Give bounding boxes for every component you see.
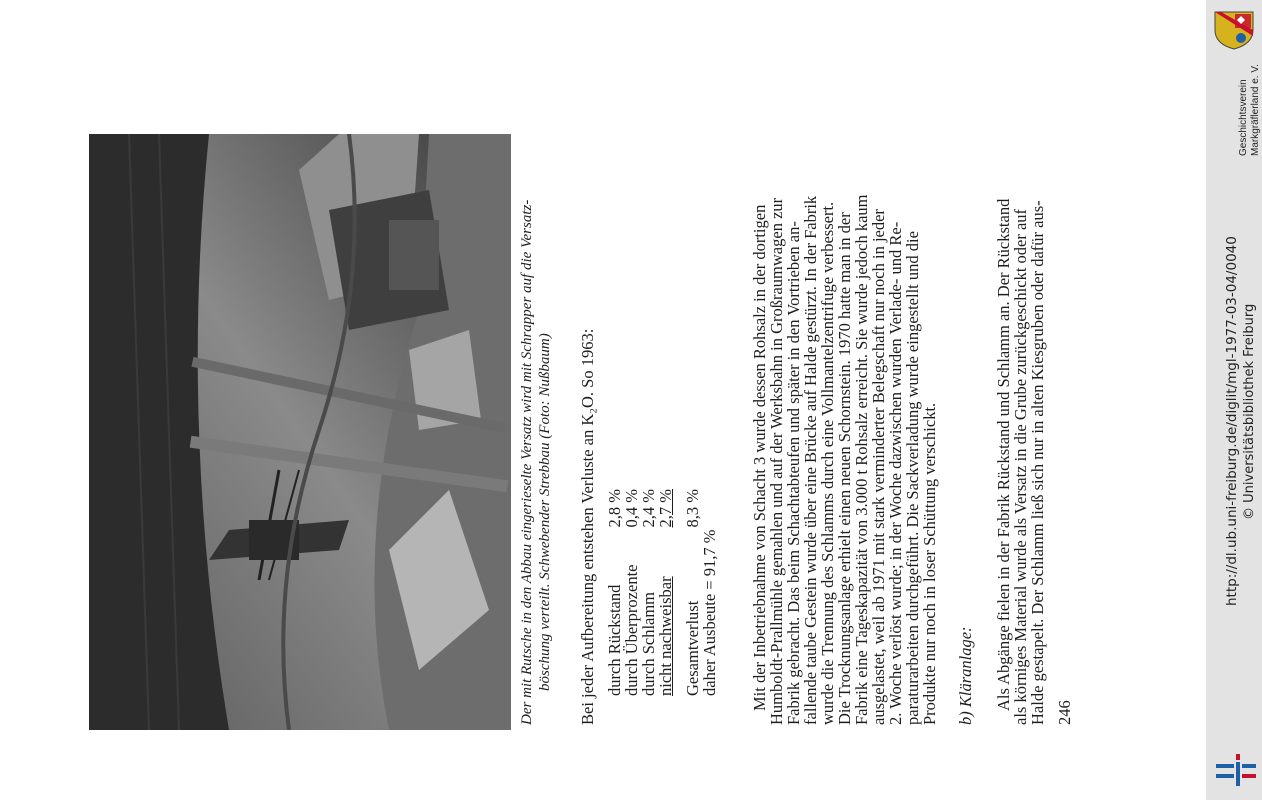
paragraph-line: paraturarbeiten durchgeführt. Die Sackverladung wurde eingestellt und die — [903, 231, 922, 725]
paragraph-line: ausgelastet, weil ab 1971 mit stark verminderter Belegschaft nur noch in jeder — [869, 209, 888, 725]
paragraph-line: Fabrik gebracht. Das beim Schachtabteufen und später in den Vortrieben an- — [784, 221, 803, 725]
loss-label: durch Überprozente — [622, 564, 641, 696]
loss-value: 2,7 % — [656, 489, 675, 528]
copyright-notice: © Universitätsbibliothek Freiburg — [1242, 303, 1257, 520]
paragraph-line: Die Trocknungsanlage erhielt einen neuen Schornstein. 1970 hatte man in der — [835, 212, 854, 725]
society-name-line2: Markgräflerland e. V. — [1250, 64, 1261, 156]
mine-photograph — [89, 134, 511, 730]
paragraph-line: Halde gestapelt. Der Schlamm ließ sich nur in alten Kiesgruben oder dafür aus- — [1028, 200, 1047, 725]
paragraph-line: Produkte nur noch in loser Schüttung verschickt. — [920, 402, 939, 725]
total-loss-value: 8,3 % — [683, 489, 702, 528]
book-page — [89, 105, 1079, 725]
yield-line: daher Ausbeute = 91,7 % — [700, 529, 719, 696]
section-heading: b) Kläranlage: — [956, 626, 975, 725]
coat-of-arms-logo — [1211, 10, 1257, 50]
photo-caption-line1: Der mit Rutsche in den Abbau eingerieselte Versatz wird mit Schrapper auf die Versatz- — [519, 199, 535, 725]
photo-caption-line2: böschung verteilt. Schwebender Strebbau (Foto: Nußbaum) — [537, 333, 553, 691]
paragraph-line: Fabrik eine Tageskapazität von 3.000 t Rohsalz erreicht. Sie wurde jedoch kaum — [852, 194, 871, 725]
loss-label: durch Schlamm — [639, 591, 658, 696]
page-number: 246 — [1055, 700, 1074, 725]
paragraph-line: 2. Woche verlöst wurde; in der Woche dazwischen wurden Verlade- und Re- — [886, 221, 905, 725]
paragraph-line: wurde die Trennung des Schlamms durch eine Vollmantelzentrifuge verbessert. — [818, 201, 837, 725]
source-url-link[interactable]: http://dl.ub.uni-freiburg.de/diglit/mgl-1977-03-04/0040 — [1224, 236, 1240, 606]
total-loss-label: Gesamtverlust — [683, 600, 702, 696]
loss-label: nicht nachweisbar — [656, 576, 675, 696]
paragraph-line: Humboldt-Prallmühle gemahlen und auf der Werksbahn in Großraumwagen zur — [767, 197, 786, 725]
university-library-logo — [1214, 752, 1258, 792]
paragraph-line: Als Abgänge fielen in der Fabrik Rückstand und Schlamm an. Der Rückstand — [994, 198, 1013, 711]
loss-value: 0,4 % — [622, 489, 641, 528]
paragraph-line: fallende taube Gestein wurde über eine Brücke auf Halde gestürzt. In der Fabrik — [801, 195, 820, 725]
society-name-line1: Geschichtsverein — [1238, 79, 1249, 156]
mine-photo-image — [89, 134, 511, 730]
loss-label: durch Rückstand — [605, 584, 624, 696]
loss-value: 2,8 % — [605, 489, 624, 528]
paragraph-line: Mit der Inbetriebnahme von Schacht 3 wurde dessen Rohsalz in der dortigen — [750, 204, 769, 711]
loss-value: 2,4 % — [639, 489, 658, 528]
losses-intro: Bei jeder Aufbereitung entstehen Verluste an K₂O. So 1963: — [578, 328, 597, 725]
paragraph-line: als körniges Material wurde als Versatz in die Grube zurückgeschickt oder auf — [1011, 208, 1030, 725]
